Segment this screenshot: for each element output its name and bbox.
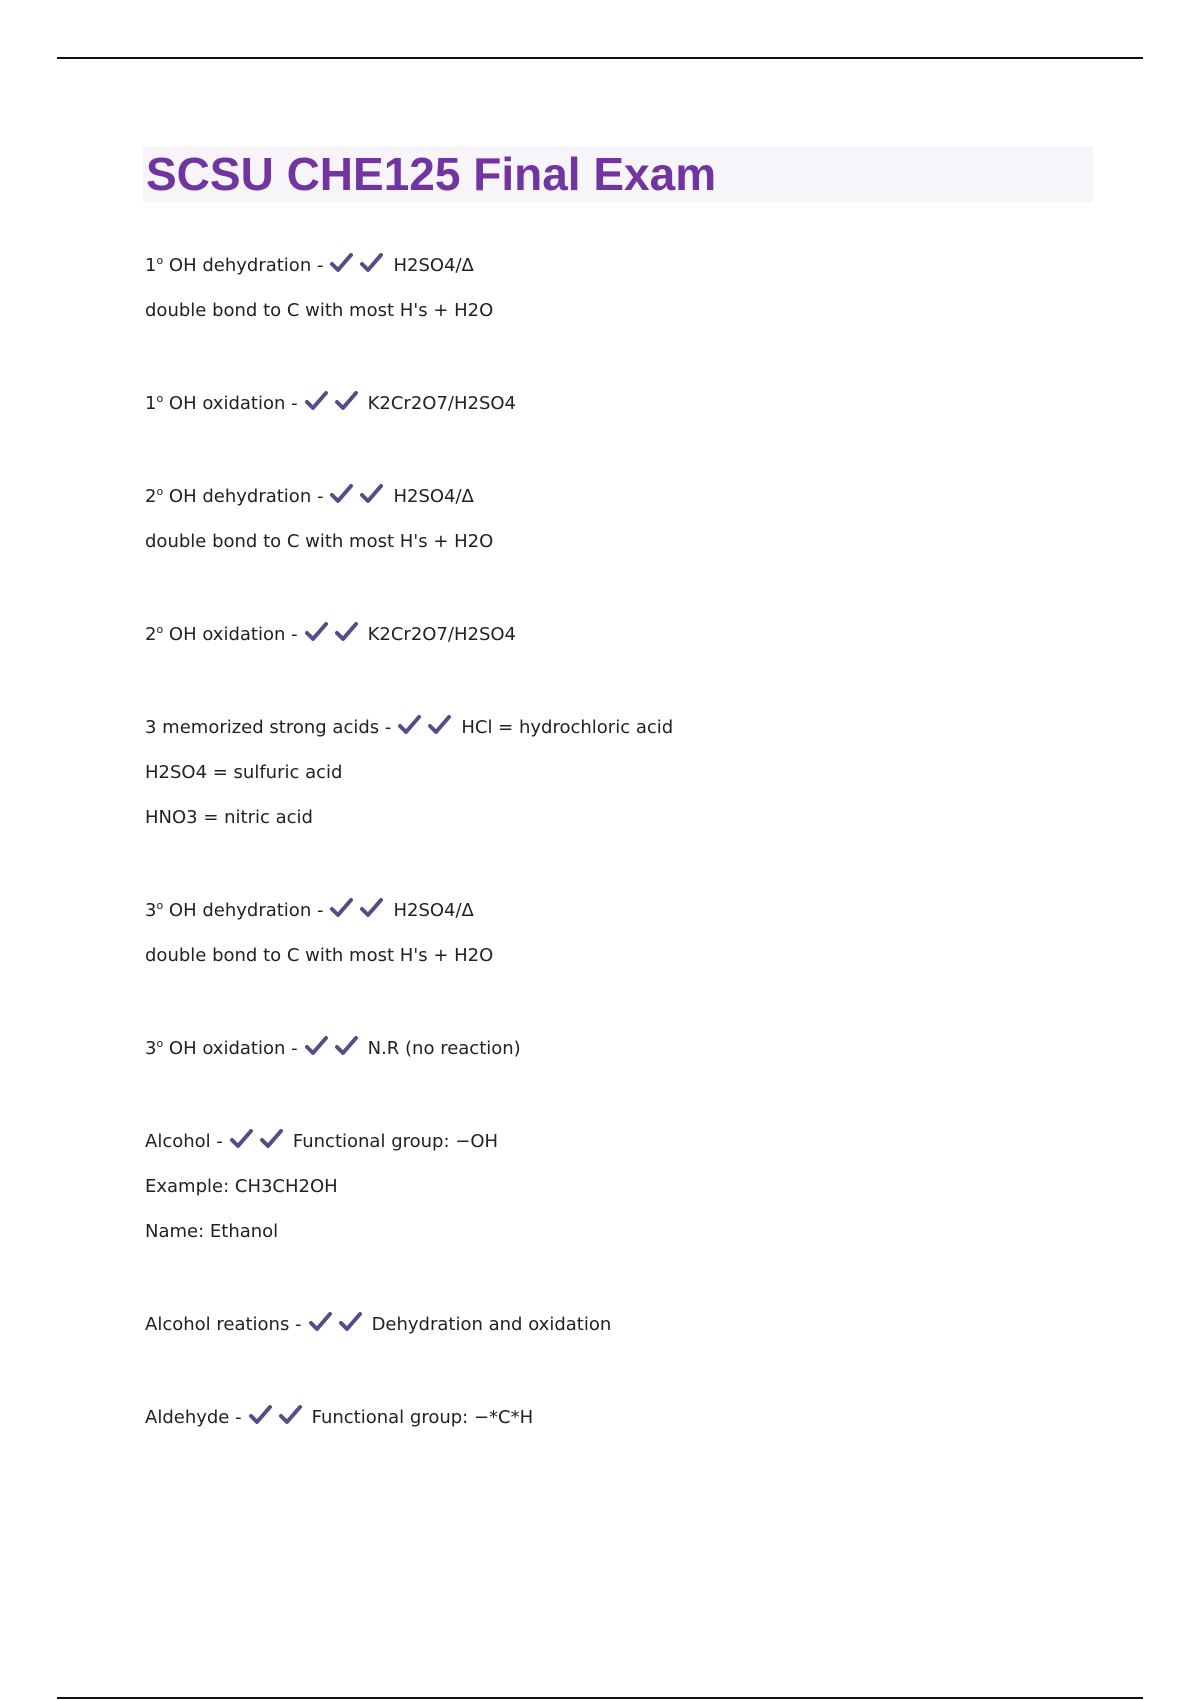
check-icon — [304, 390, 330, 412]
term-degree-superscript: o — [156, 392, 164, 405]
entry-term-line — [145, 612, 1105, 657]
page-title: SCSU CHE125 Final Exam — [146, 148, 717, 200]
term-text: OH dehydration - — [163, 486, 324, 507]
check-icon — [229, 1128, 255, 1150]
term-number: 2 — [145, 624, 157, 645]
term-text: Aldehyde - — [145, 1407, 242, 1428]
check-icon — [259, 1128, 285, 1150]
flashcard-entry — [145, 705, 1105, 840]
double-check-icon — [397, 708, 457, 753]
check-icon — [329, 897, 355, 919]
check-icon — [338, 1311, 364, 1333]
flashcard-entry — [145, 1395, 1105, 1440]
term-degree-superscript: o — [156, 623, 164, 636]
double-check-icon — [248, 1398, 308, 1443]
check-icon — [359, 483, 385, 505]
term-number: 3 — [145, 900, 157, 921]
answer-continuation-line: Name: Ethanol — [145, 1221, 279, 1242]
check-icon — [304, 1035, 330, 1057]
bottom-rule — [57, 1697, 1143, 1699]
check-icon — [278, 1404, 304, 1426]
term-number: 1 — [145, 255, 157, 276]
check-icon — [329, 252, 355, 274]
entry-term-line — [145, 1302, 1105, 1347]
check-icon — [304, 621, 330, 643]
double-check-icon — [329, 477, 389, 522]
flashcard-entry — [145, 1302, 1105, 1347]
answer-continuation-line: H2SO4 = sulfuric acid — [145, 762, 343, 783]
check-icon — [329, 483, 355, 505]
answer-text: N.R (no reaction) — [367, 1038, 521, 1059]
answer-text: H2SO4/Δ — [393, 486, 474, 507]
flashcard-entry — [145, 612, 1105, 657]
term-number: 2 — [145, 486, 157, 507]
entry-term-line — [145, 243, 1105, 288]
term-text: OH dehydration - — [163, 255, 324, 276]
flashcard-entry — [145, 243, 1105, 333]
flashcard-entry — [145, 381, 1105, 426]
answer-continuation-line: Example: CH3CH2OH — [145, 1176, 338, 1197]
check-icon — [359, 897, 385, 919]
entry-term-line — [145, 1026, 1105, 1071]
double-check-icon — [329, 246, 389, 291]
term-text: OH oxidation - — [163, 624, 298, 645]
answer-text: Dehydration and oxidation — [371, 1314, 612, 1335]
term-degree-superscript: o — [156, 1037, 164, 1050]
answer-continuation-line: double bond to C with most H's + H2O — [145, 531, 494, 552]
entry-term-line — [145, 888, 1105, 933]
term-text: OH dehydration - — [163, 900, 324, 921]
answer-text: H2SO4/Δ — [393, 255, 474, 276]
term-degree-superscript: o — [156, 485, 164, 498]
check-icon — [427, 714, 453, 736]
answer-text: HCl = hydrochloric acid — [461, 717, 674, 738]
entry-term-line — [145, 381, 1105, 426]
double-check-icon — [304, 384, 364, 429]
entry-term-line — [145, 705, 1105, 750]
term-text: OH oxidation - — [163, 1038, 298, 1059]
term-text: Alcohol reations - — [145, 1314, 302, 1335]
check-icon — [397, 714, 423, 736]
term-number: 1 — [145, 393, 157, 414]
flashcard-list — [145, 243, 1105, 1488]
entry-term-line — [145, 474, 1105, 519]
answer-continuation-line: double bond to C with most H's + H2O — [145, 300, 494, 321]
check-icon — [248, 1404, 274, 1426]
entry-term-line — [145, 1119, 1105, 1164]
flashcard-entry — [145, 1119, 1105, 1254]
double-check-icon — [229, 1122, 289, 1167]
term-text: 3 memorized strong acids - — [145, 717, 392, 738]
answer-text: Functional group: −OH — [292, 1131, 499, 1152]
answer-continuation-line: HNO3 = nitric acid — [145, 807, 313, 828]
check-icon — [359, 252, 385, 274]
check-icon — [334, 390, 360, 412]
double-check-icon — [304, 1029, 364, 1074]
answer-text: H2SO4/Δ — [393, 900, 474, 921]
term-degree-superscript: o — [156, 899, 164, 912]
answer-text: K2Cr2O7/H2SO4 — [367, 624, 517, 645]
check-icon — [308, 1311, 334, 1333]
answer-continuation-line: double bond to C with most H's + H2O — [145, 945, 494, 966]
answer-text: K2Cr2O7/H2SO4 — [367, 393, 517, 414]
term-number: 3 — [145, 1038, 157, 1059]
term-degree-superscript: o — [156, 254, 164, 267]
flashcard-entry — [145, 474, 1105, 564]
double-check-icon — [304, 615, 364, 660]
term-text: Alcohol - — [145, 1131, 223, 1152]
double-check-icon — [329, 891, 389, 936]
top-rule — [57, 57, 1143, 59]
term-text: OH oxidation - — [163, 393, 298, 414]
entry-term-line — [145, 1395, 1105, 1440]
check-icon — [334, 1035, 360, 1057]
answer-text: Functional group: −*C*H — [311, 1407, 534, 1428]
flashcard-entry — [145, 1026, 1105, 1071]
check-icon — [334, 621, 360, 643]
double-check-icon — [308, 1305, 368, 1350]
flashcard-entry — [145, 888, 1105, 978]
